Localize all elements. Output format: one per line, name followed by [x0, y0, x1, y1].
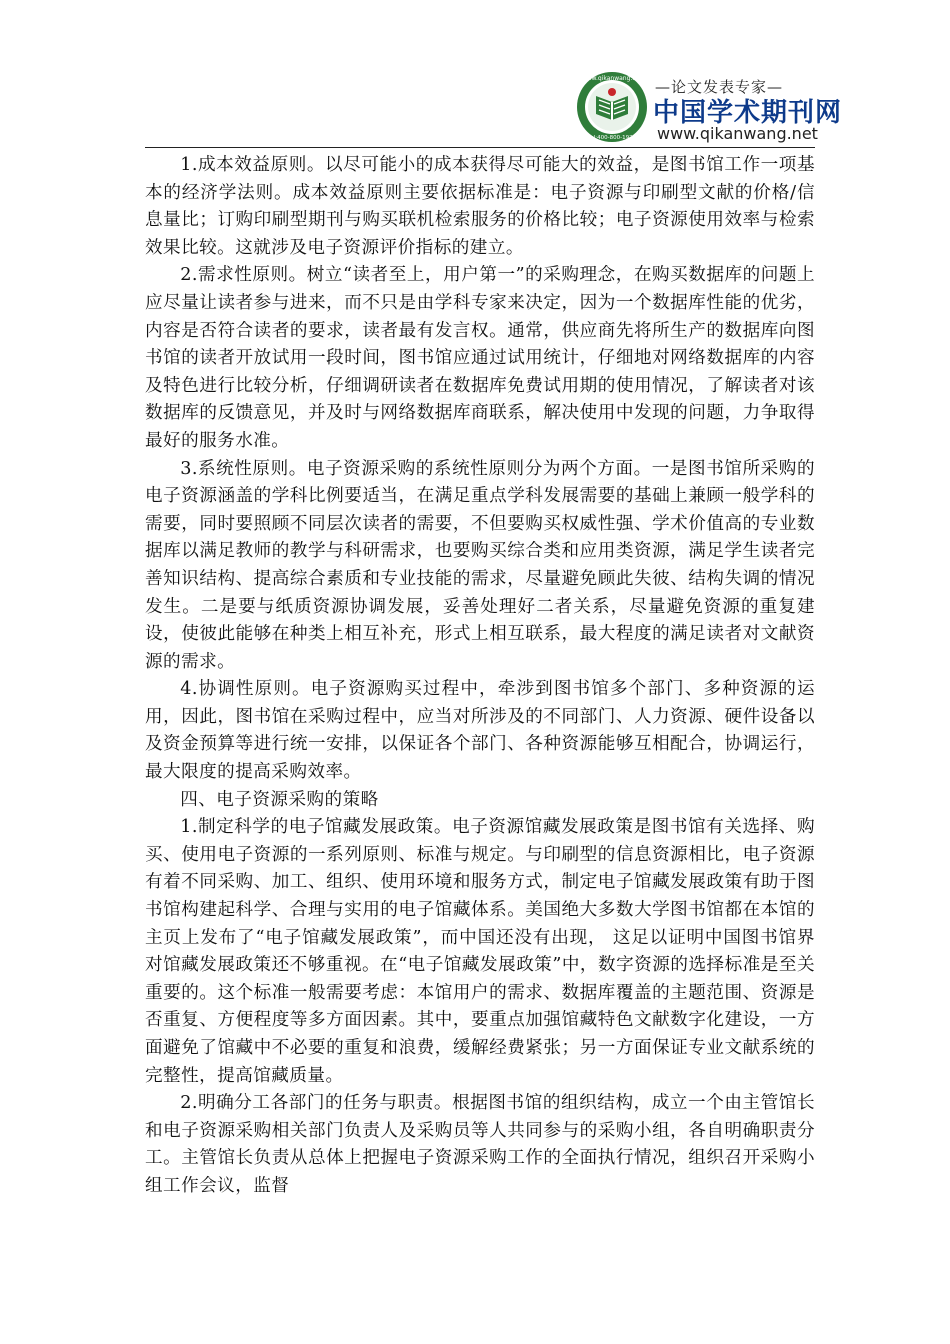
paragraph-collection-policy: 1.制定科学的电子馆藏发展政策。电子资源馆藏发展政策是图书馆有关选择、购买、使用电子资源的一系列原则、标准与规定。与印刷型的信息资源相比，电子资源有着不同采购、加工、组织、使用环境和服务方式，制定电子馆藏发展政策有助于图书馆构建起科学、合理与实用的电子馆藏体系。美国绝大多数大学图书馆都在本馆的主页上发布了“电子馆藏发展政策”，而中国还没有出现， 这足以证明中国图书馆界对馆藏发展政策还不够重视。在“电子馆藏发展政策”中，数字资源的选择标准是至关重要的。这个标准一般需要考虑：本馆用户的需求、数据库覆盖的主题范围、资源是否重复、方便程度等多方面因素。其中，要重点加强馆藏特色文献数字化建设，一方面避免了馆藏中不必要的重复和浪费，缓解经费紧张；另一方面保证专业文献系统的完整性，提高馆藏质量。	[145, 817, 815, 1086]
brand-logo[interactable]	[575, 70, 843, 146]
page-header	[145, 0, 843, 148]
svg-text:Tel:400-800-1922: Tel:400-800-1922	[587, 135, 637, 141]
document-body	[145, 152, 815, 1201]
brand-name: 中国学术期刊网	[653, 98, 843, 128]
paragraph-demand: 2.需求性原则。树立“读者至上，用户第一”的采购理念，在购买数据库的问题上应尽量让读者参与进来，而不只是由学科专家来决定，因为一个数据库性能的优劣，内容是否符合读者的要求，读者最有发言权。通常，供应商先将所生产的数据库向图书馆的读者开放试用一段时间，图书馆应通过试用统计，仔细地对网络数据库的内容及特色进行比较分析，仔细调研读者在数据库免费试用期的使用情况，了解读者对该数据库的反馈意见，并及时与网络数据库商联系，解决使用中发现的问题，力争取得最好的服务水准。	[145, 265, 815, 451]
seal-icon	[575, 70, 649, 144]
brand-url[interactable]: www.qikanwang.net	[657, 124, 818, 143]
paragraph-division-of-duties: 2.明确分工各部门的任务与职责。根据图书馆的组织结构，成立一个由主管馆长和电子资源采购相关部门负责人及采购员等人共同参与的采购小组，各自明确职责分工。主管馆长负责从总体上把握电子资源采购工作的全面执行情况，组织召开采购小组工作会议，监督	[145, 1093, 815, 1196]
paragraph-systematic: 3.系统性原则。电子资源采购的系统性原则分为两个方面。一是图书馆所采购的电子资源涵盖的学科比例要适当，在满足重点学科发展需要的基础上兼顾一般学科的需要，同时要照顾不同层次读者的需要，不但要购买权威性强、学术价值高的专业数据库以满足教师的教学与科研需求，也要购买综合类和应用类资源，满足学生读者完善知识结构、提高综合素质和专业技能的需求，尽量避免顾此失彼、结构失调的情况发生。二是要与纸质资源协调发展，妥善处理好二者关系，尽量避免资源的重复建设，使彼此能够在种类上相互补充，形式上相互联系，最大程度的满足读者对文献资源的需求。	[145, 458, 815, 672]
brand-slogan: —论文发表专家—	[655, 78, 784, 96]
section-heading: 四、电子资源采购的策略	[180, 789, 379, 810]
svg-text:www.qikanwang.net: www.qikanwang.net	[581, 75, 643, 82]
header-rule	[145, 147, 815, 148]
paragraph-coordination: 4.协调性原则。电子资源购买过程中，牵涉到图书馆多个部门、多种资源的运用，因此，图书馆在采购过程中，应当对所涉及的不同部门、人力资源、硬件设备以及资金预算等进行统一安排，以保证各个部门、各种资源能够互相配合，协调运行，最大限度的提高采购效率。	[145, 679, 815, 783]
paragraph-cost-benefit: 1.成本效益原则。以尽可能小的成本获得尽可能大的效益，是图书馆工作一项基本的经济学法则。成本效益原则主要依据标准是：电子资源与印刷型文献的价格/信息量比；订购印刷型期刊与购买联机检索服务的价格比较；电子资源使用效率与检索效果比较。这就涉及电子资源评价指标的建立。	[145, 155, 815, 258]
